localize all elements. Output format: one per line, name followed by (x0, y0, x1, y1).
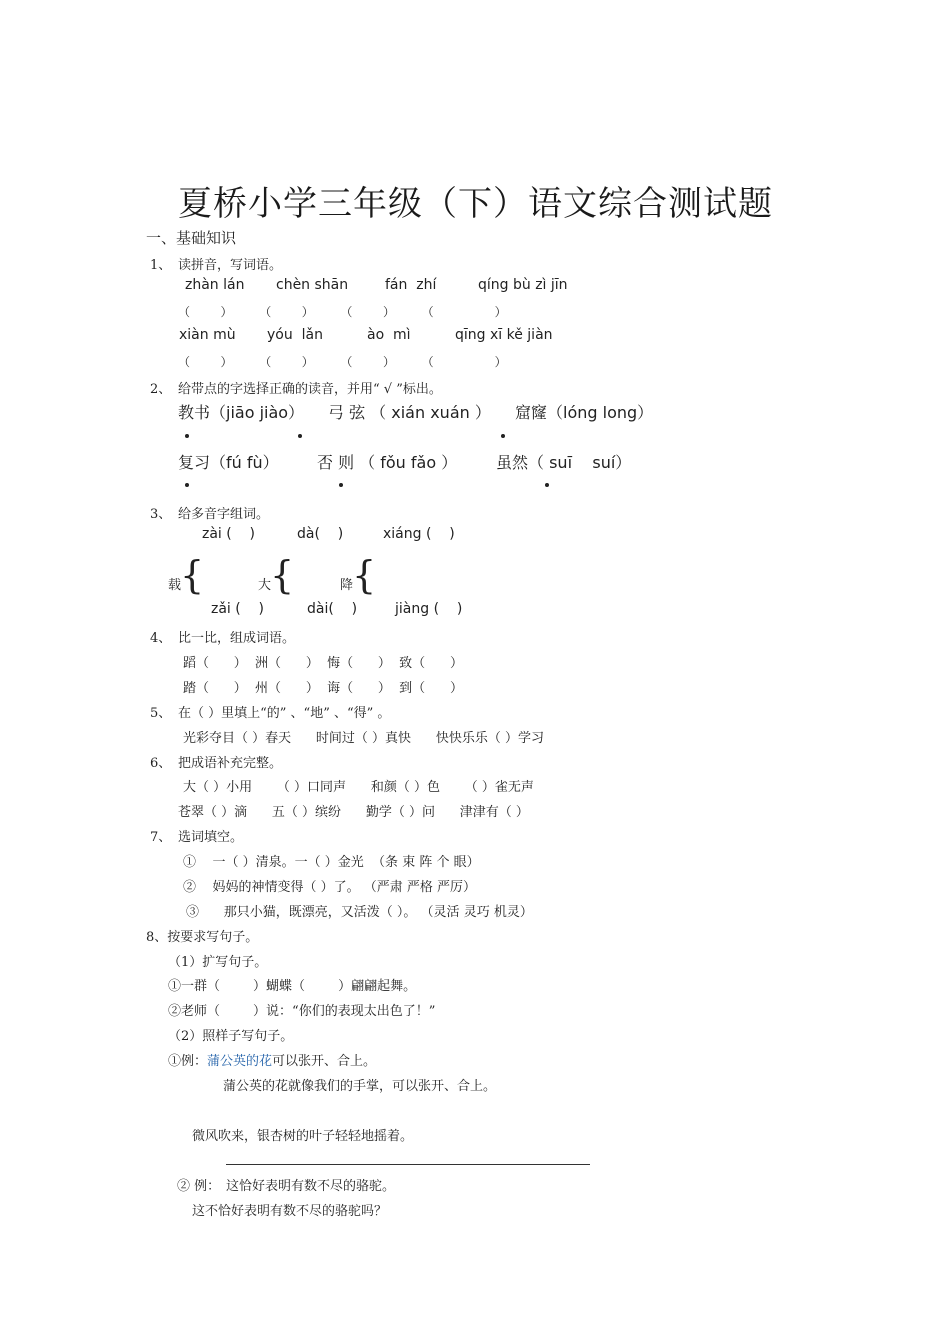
emphasis-dot (185, 434, 189, 438)
example-prefix: ② 例： (177, 1179, 221, 1194)
exercise-line[interactable]: 蹈（ ） 洲（ ） 悔（ ） 致（ ） (183, 656, 463, 671)
exercise-line[interactable]: ①一群（ ）蝴蝶（ ）翩翩起舞。 (168, 979, 417, 994)
question-heading: 8、按要求写句子。 (146, 930, 259, 945)
pinyin-item: fán zhí (385, 277, 437, 293)
polyphone-reading[interactable]: dài( ) (307, 601, 358, 617)
brace-icon: { (180, 553, 205, 597)
question-number: 4、 (150, 631, 172, 646)
question-instruction: 给多音字组词。 (178, 507, 270, 522)
reading-choice[interactable]: 否 则 （ fǒu fǎo ） (317, 453, 458, 472)
example-answer: 蒲公英的花就像我们的手掌，可以张开、合上。 (223, 1079, 497, 1094)
example-rest: 可以张开、合上。 (272, 1054, 377, 1069)
emphasis-dot (185, 483, 189, 487)
emphasis-dot (339, 483, 343, 487)
section-heading: 一、基础知识 (146, 229, 237, 247)
reading-choice[interactable]: 窟窿（lóng long） (515, 403, 654, 422)
question-instruction: 比一比，组成词语。 (178, 631, 296, 646)
exercise-line[interactable]: 苍翠（ ）滴 五（ ）缤纷 勤学（ ）问 津津有（ ） (178, 805, 529, 820)
answer-line[interactable] (226, 1164, 590, 1165)
polyphone-reading[interactable]: xiáng ( ) (383, 526, 455, 542)
reading-choice[interactable]: 复习（fú fù） (178, 453, 279, 472)
pinyin-item: qīng xī kě jiàn (455, 327, 553, 343)
reading-choice[interactable]: 弓 弦 （ xián xuán ） (328, 403, 491, 422)
exercise-line[interactable]: ① 一（ ）清泉。一（ ）金光 （条 束 阵 个 眼） (183, 855, 480, 870)
polyphone-reading[interactable]: zài ( ) (202, 526, 255, 542)
polyphone-char: 降 (340, 578, 354, 593)
answer-blanks[interactable]: （ ） （ ） （ ） （ ） (178, 305, 507, 319)
page-title: 夏桥小学三年级（下）语文综合测试题 (178, 184, 773, 224)
pinyin-item: qíng bù zì jīn (478, 277, 568, 293)
question-number: 1、 (150, 258, 172, 273)
question-number: 2、 (150, 382, 172, 397)
pinyin-item: xiàn mù (179, 327, 236, 343)
example-answer: 这不恰好表明有数不尽的骆驼吗？ (192, 1204, 388, 1219)
brace-icon: { (352, 553, 377, 597)
polyphone-reading[interactable]: jiàng ( ) (395, 601, 463, 617)
polyphone-reading[interactable]: dà( ) (297, 526, 344, 542)
pinyin-item: ào mì (367, 327, 411, 343)
sub-heading: （2）照样子写句子。 (168, 1029, 294, 1044)
brace-icon: { (270, 553, 295, 597)
question-number: 6、 (150, 756, 172, 771)
example-line (168, 1050, 376, 1069)
emphasis-dot (298, 434, 302, 438)
question-instruction: 选词填空。 (178, 830, 244, 845)
polyphone-reading[interactable]: zǎi ( ) (211, 601, 264, 617)
highlighted-phrase: 蒲公英的花 (207, 1054, 273, 1069)
polyphone-char: 载 (168, 578, 182, 593)
exercise-line[interactable]: ③ 那只小猫，既漂亮，又活泼（ ）。 （灵活 灵巧 机灵） (186, 905, 533, 920)
sub-heading: （1）扩写句子。 (168, 955, 268, 970)
exercise-line[interactable]: ② 妈妈的神情变得（ ）了。 （严肃 严格 严厉） (183, 880, 477, 895)
task-sentence: 微风吹来，银杏树的叶子轻轻地摇着。 (192, 1129, 414, 1144)
exercise-line[interactable]: ②老师（ ）说：“你们的表现太出色了！” (168, 1004, 436, 1019)
question-number: 7、 (150, 830, 172, 845)
exercise-line[interactable]: 大（ ）小用 （ ）口同声 和颜（ ）色 （ ）雀无声 (183, 780, 534, 795)
example-prefix: ①例： (168, 1054, 208, 1069)
exercise-line[interactable]: 踏（ ） 州（ ） 诲（ ） 到（ ） (183, 681, 463, 696)
reading-choice[interactable]: 虽然（ suī suí） (496, 453, 632, 472)
polyphone-char: 大 (258, 578, 272, 593)
question-instruction: 给带点的字选择正确的读音，并用“ √ ”标出。 (178, 382, 442, 397)
pinyin-item: chèn shān (276, 277, 349, 293)
pinyin-item: zhàn lán (185, 277, 245, 293)
question-instruction: 读拼音，写词语。 (178, 258, 283, 273)
question-number: 5、 (150, 706, 172, 721)
exercise-line[interactable]: 光彩夺目（ ）春天 时间过（ ）真快 快快乐乐（ ）学习 (183, 731, 544, 746)
emphasis-dot (501, 434, 505, 438)
example-text: 这恰好表明有数不尽的骆驼。 (226, 1179, 396, 1194)
question-number: 3、 (150, 507, 172, 522)
answer-blanks[interactable]: （ ） （ ） （ ） （ ） (178, 355, 507, 369)
question-instruction: 在（ ）里填上“的” 、“地” 、“得” 。 (178, 706, 391, 721)
pinyin-item: yóu lǎn (267, 327, 323, 343)
emphasis-dot (545, 483, 549, 487)
question-instruction: 把成语补充完整。 (178, 756, 283, 771)
reading-choice[interactable]: 教书（jiāo jiào） (178, 403, 305, 422)
